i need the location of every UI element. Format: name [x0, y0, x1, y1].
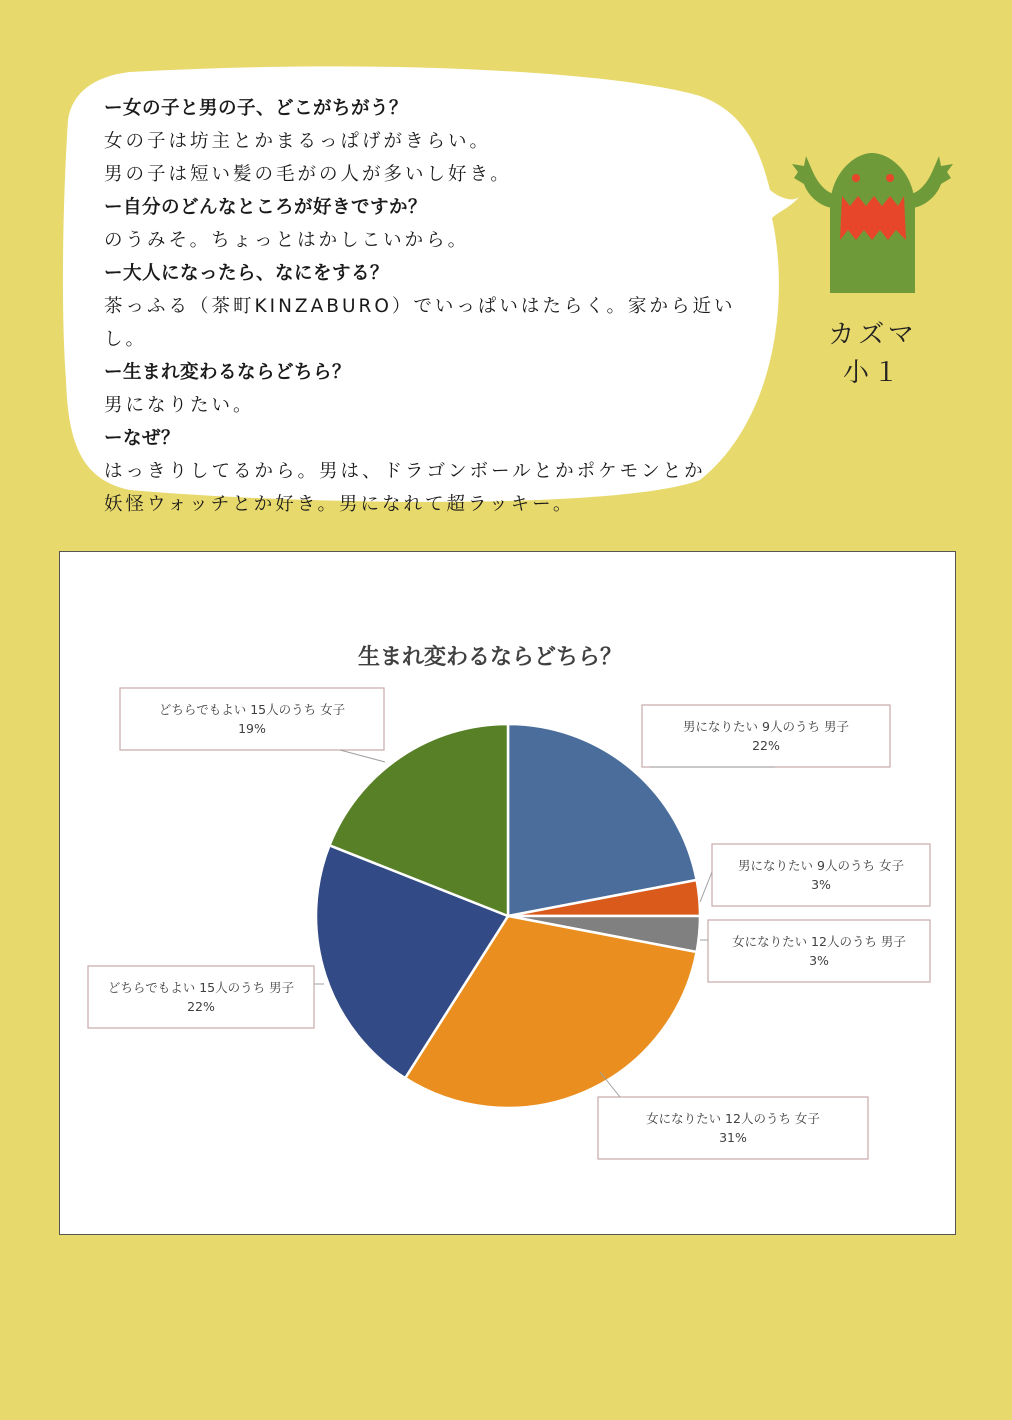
callout-leader	[340, 750, 385, 762]
speaker-name-block	[818, 316, 928, 392]
slice-callout	[598, 1072, 868, 1159]
qa-answer-line: 男の子は短い髪の毛がの人が多いし好き。	[104, 164, 512, 185]
callout-box	[642, 705, 890, 767]
green-monster-icon	[790, 148, 955, 298]
qa-answer-line: はっきりしてるから。男は、ドラゴンボールとかポケモンとか	[104, 461, 706, 482]
qa-question: ー自分のどんなところが好きですか？	[104, 197, 428, 218]
slice-percent: 19%	[238, 721, 266, 736]
callout-box	[120, 688, 384, 750]
slice-callout	[700, 844, 930, 906]
slice-label: 女になりたい 12人のうち 女子	[646, 1111, 820, 1126]
chart-frame	[59, 551, 956, 1235]
slice-label: 女になりたい 12人のうち 男子	[732, 934, 906, 949]
qa-question: ー大人になったら、なにをする？	[104, 263, 390, 284]
qa-question: ー女の子と男の子、どこがちがう？	[104, 98, 409, 119]
callout-leader	[700, 872, 712, 902]
speaker-name: カズマ	[828, 320, 918, 350]
callout-box	[598, 1097, 868, 1159]
qa-answer-line: のうみそ。ちょっとはかしこいから。	[104, 230, 470, 251]
callout-box	[708, 920, 930, 982]
qa-answer-line: 男になりたい。	[104, 395, 255, 416]
slice-label: 男になりたい 9人のうち 女子	[738, 858, 904, 873]
pie-chart	[60, 552, 955, 1234]
chart-title: 生まれ変わるならどちら？	[357, 645, 623, 670]
callout-box	[88, 966, 314, 1028]
qa-answer-line: 女の子は坊主とかまるっぱげがきらい。	[104, 131, 492, 152]
slice-percent: 22%	[187, 999, 215, 1014]
pie-slices	[316, 724, 700, 1108]
interview-text	[104, 92, 764, 521]
slice-percent: 3%	[811, 877, 831, 892]
qa-question: ーなぜ？	[104, 428, 181, 449]
speaker-grade: 小１	[842, 358, 903, 388]
callout-box	[712, 844, 930, 906]
slice-callout	[120, 688, 385, 762]
slice-callout	[88, 966, 324, 1028]
slice-percent: 22%	[752, 738, 780, 753]
slice-percent: 3%	[809, 953, 829, 968]
qa-answer-line: 妖怪ウォッチとか好き。男になれて超ラッキー。	[104, 494, 575, 515]
qa-answer-line: 茶っふる（茶町KINZABURO）でいっぱいはたらく。家から近いし。	[104, 296, 736, 350]
slice-callout	[700, 920, 930, 982]
slice-label: どちらでもよい 15人のうち 男子	[107, 980, 295, 995]
slice-percent: 31%	[719, 1130, 747, 1145]
slice-label: 男になりたい 9人のうち 男子	[683, 719, 849, 734]
slice-callout	[642, 705, 890, 767]
qa-question: ー生まれ変わるならどちら？	[104, 362, 352, 383]
slice-label: どちらでもよい 15人のうち 女子	[158, 702, 346, 717]
